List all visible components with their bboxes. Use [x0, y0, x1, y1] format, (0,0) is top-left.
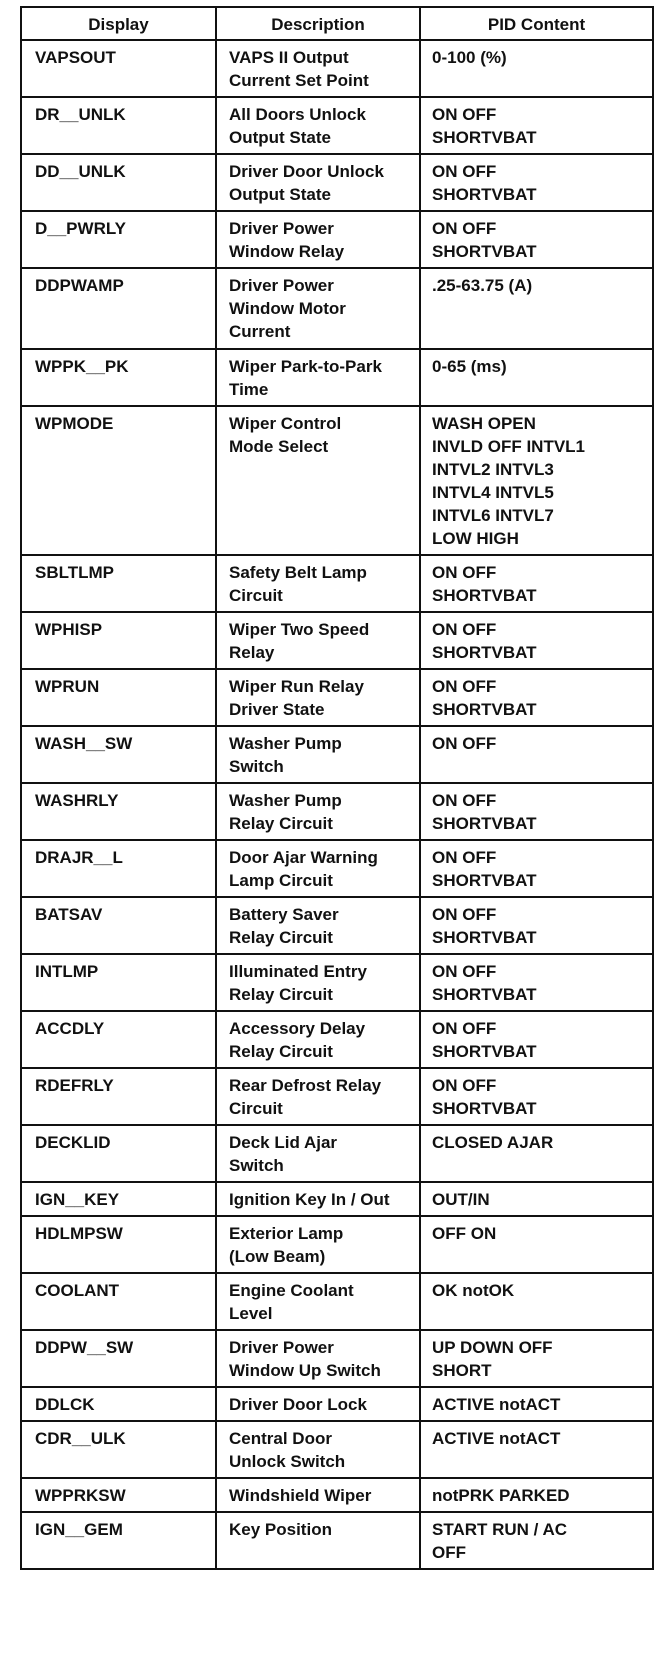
description-cell: Driver Door Lock — [216, 1387, 420, 1421]
description-cell: Accessory Delay Relay Circuit — [216, 1011, 420, 1068]
description-cell: Battery Saver Relay Circuit — [216, 897, 420, 954]
pid-content-cell: ACTIVE notACT — [420, 1387, 653, 1421]
display-cell: HDLMPSW — [21, 1216, 216, 1273]
description-cell: Washer Pump Relay Circuit — [216, 783, 420, 840]
pid-table — [20, 6, 654, 1570]
pid-content-cell: ON OFF SHORTVBAT — [420, 97, 653, 154]
description-cell: Wiper Run Relay Driver State — [216, 669, 420, 726]
description-cell: VAPS II Output Current Set Point — [216, 40, 420, 97]
pid-content-cell: UP DOWN OFF SHORT — [420, 1330, 653, 1387]
display-cell: DDPW__SW — [21, 1330, 216, 1387]
description-cell: Central Door Unlock Switch — [216, 1421, 420, 1478]
header-description: Description — [216, 7, 420, 40]
table-row — [21, 1182, 653, 1216]
description-cell: All Doors Unlock Output State — [216, 97, 420, 154]
display-cell: RDEFRLY — [21, 1068, 216, 1125]
header-row — [21, 7, 653, 40]
pid-content-cell: ON OFF SHORTVBAT — [420, 783, 653, 840]
pid-content-cell: CLOSED AJAR — [420, 1125, 653, 1182]
pid-content-cell: ON OFF SHORTVBAT — [420, 840, 653, 897]
description-cell: Driver Door Unlock Output State — [216, 154, 420, 211]
display-cell: DECKLID — [21, 1125, 216, 1182]
display-cell: DD__UNLK — [21, 154, 216, 211]
table-row — [21, 1125, 653, 1182]
description-cell: Exterior Lamp (Low Beam) — [216, 1216, 420, 1273]
pid-content-cell: ON OFF SHORTVBAT — [420, 1068, 653, 1125]
pid-content-cell: ON OFF SHORTVBAT — [420, 555, 653, 612]
display-cell: ACCDLY — [21, 1011, 216, 1068]
table-row — [21, 349, 653, 406]
table-row — [21, 1011, 653, 1068]
pid-content-cell: OFF ON — [420, 1216, 653, 1273]
display-cell: WASH__SW — [21, 726, 216, 783]
pid-content-cell: WASH OPEN INVLD OFF INTVL1 INTVL2 INTVL3 INTVL4 INTVL5 INTVL6 INTVL7 LOW HIGH — [420, 406, 653, 555]
table-row — [21, 211, 653, 268]
pid-content-cell: 0-100 (%) — [420, 40, 653, 97]
display-cell: VAPSOUT — [21, 40, 216, 97]
table-row — [21, 555, 653, 612]
description-cell: Wiper Control Mode Select — [216, 406, 420, 555]
description-cell: Driver Power Window Motor Current — [216, 268, 420, 349]
table-row — [21, 954, 653, 1011]
display-cell: WPPRKSW — [21, 1478, 216, 1512]
table-row — [21, 154, 653, 211]
pid-content-cell: ON OFF SHORTVBAT — [420, 612, 653, 669]
table-row — [21, 669, 653, 726]
table-row — [21, 406, 653, 555]
table-row — [21, 726, 653, 783]
pid-content-cell: 0-65 (ms) — [420, 349, 653, 406]
pid-content-cell: ON OFF SHORTVBAT — [420, 897, 653, 954]
table-row — [21, 1216, 653, 1273]
display-cell: DDLCK — [21, 1387, 216, 1421]
description-cell: Engine Coolant Level — [216, 1273, 420, 1330]
pid-content-cell: OK notOK — [420, 1273, 653, 1330]
table-header — [21, 7, 653, 40]
table-row — [21, 40, 653, 97]
table-row — [21, 1421, 653, 1478]
pid-content-cell: ON OFF SHORTVBAT — [420, 669, 653, 726]
table-row — [21, 1273, 653, 1330]
description-cell: Driver Power Window Relay — [216, 211, 420, 268]
pid-content-cell: ON OFF SHORTVBAT — [420, 1011, 653, 1068]
description-cell: Key Position — [216, 1512, 420, 1569]
header-display: Display — [21, 7, 216, 40]
pid-content-cell: START RUN / AC OFF — [420, 1512, 653, 1569]
table-row — [21, 612, 653, 669]
pid-content-cell: ON OFF SHORTVBAT — [420, 154, 653, 211]
table-row — [21, 897, 653, 954]
display-cell: DDPWAMP — [21, 268, 216, 349]
table-row — [21, 1512, 653, 1569]
pid-content-cell: OUT/IN — [420, 1182, 653, 1216]
display-cell: INTLMP — [21, 954, 216, 1011]
display-cell: BATSAV — [21, 897, 216, 954]
display-cell: SBLTLMP — [21, 555, 216, 612]
description-cell: Rear Defrost Relay Circuit — [216, 1068, 420, 1125]
description-cell: Wiper Park-to-Park Time — [216, 349, 420, 406]
display-cell: COOLANT — [21, 1273, 216, 1330]
pid-content-cell: ON OFF — [420, 726, 653, 783]
table-row — [21, 1387, 653, 1421]
display-cell: WPPK__PK — [21, 349, 216, 406]
table-row — [21, 840, 653, 897]
description-cell: Safety Belt Lamp Circuit — [216, 555, 420, 612]
table-row — [21, 268, 653, 349]
display-cell: DRAJR__L — [21, 840, 216, 897]
pid-content-cell: ACTIVE notACT — [420, 1421, 653, 1478]
description-cell: Deck Lid Ajar Switch — [216, 1125, 420, 1182]
pid-content-cell: ON OFF SHORTVBAT — [420, 954, 653, 1011]
table-row — [21, 783, 653, 840]
description-cell: Windshield Wiper — [216, 1478, 420, 1512]
display-cell: CDR__ULK — [21, 1421, 216, 1478]
display-cell: WASHRLY — [21, 783, 216, 840]
table-row — [21, 97, 653, 154]
table-row — [21, 1478, 653, 1512]
display-cell: DR__UNLK — [21, 97, 216, 154]
description-cell: Door Ajar Warning Lamp Circuit — [216, 840, 420, 897]
table-row — [21, 1330, 653, 1387]
pid-content-cell: .25-63.75 (A) — [420, 268, 653, 349]
display-cell: WPRUN — [21, 669, 216, 726]
table-row — [21, 1068, 653, 1125]
display-cell: WPHISP — [21, 612, 216, 669]
display-cell: IGN__KEY — [21, 1182, 216, 1216]
display-cell: WPMODE — [21, 406, 216, 555]
description-cell: Ignition Key In / Out — [216, 1182, 420, 1216]
description-cell: Driver Power Window Up Switch — [216, 1330, 420, 1387]
description-cell: Wiper Two Speed Relay — [216, 612, 420, 669]
pid-content-cell: notPRK PARKED — [420, 1478, 653, 1512]
display-cell: D__PWRLY — [21, 211, 216, 268]
display-cell: IGN__GEM — [21, 1512, 216, 1569]
header-pid-content: PID Content — [420, 7, 653, 40]
description-cell: Illuminated Entry Relay Circuit — [216, 954, 420, 1011]
table-body — [21, 40, 653, 1569]
pid-content-cell: ON OFF SHORTVBAT — [420, 211, 653, 268]
description-cell: Washer Pump Switch — [216, 726, 420, 783]
